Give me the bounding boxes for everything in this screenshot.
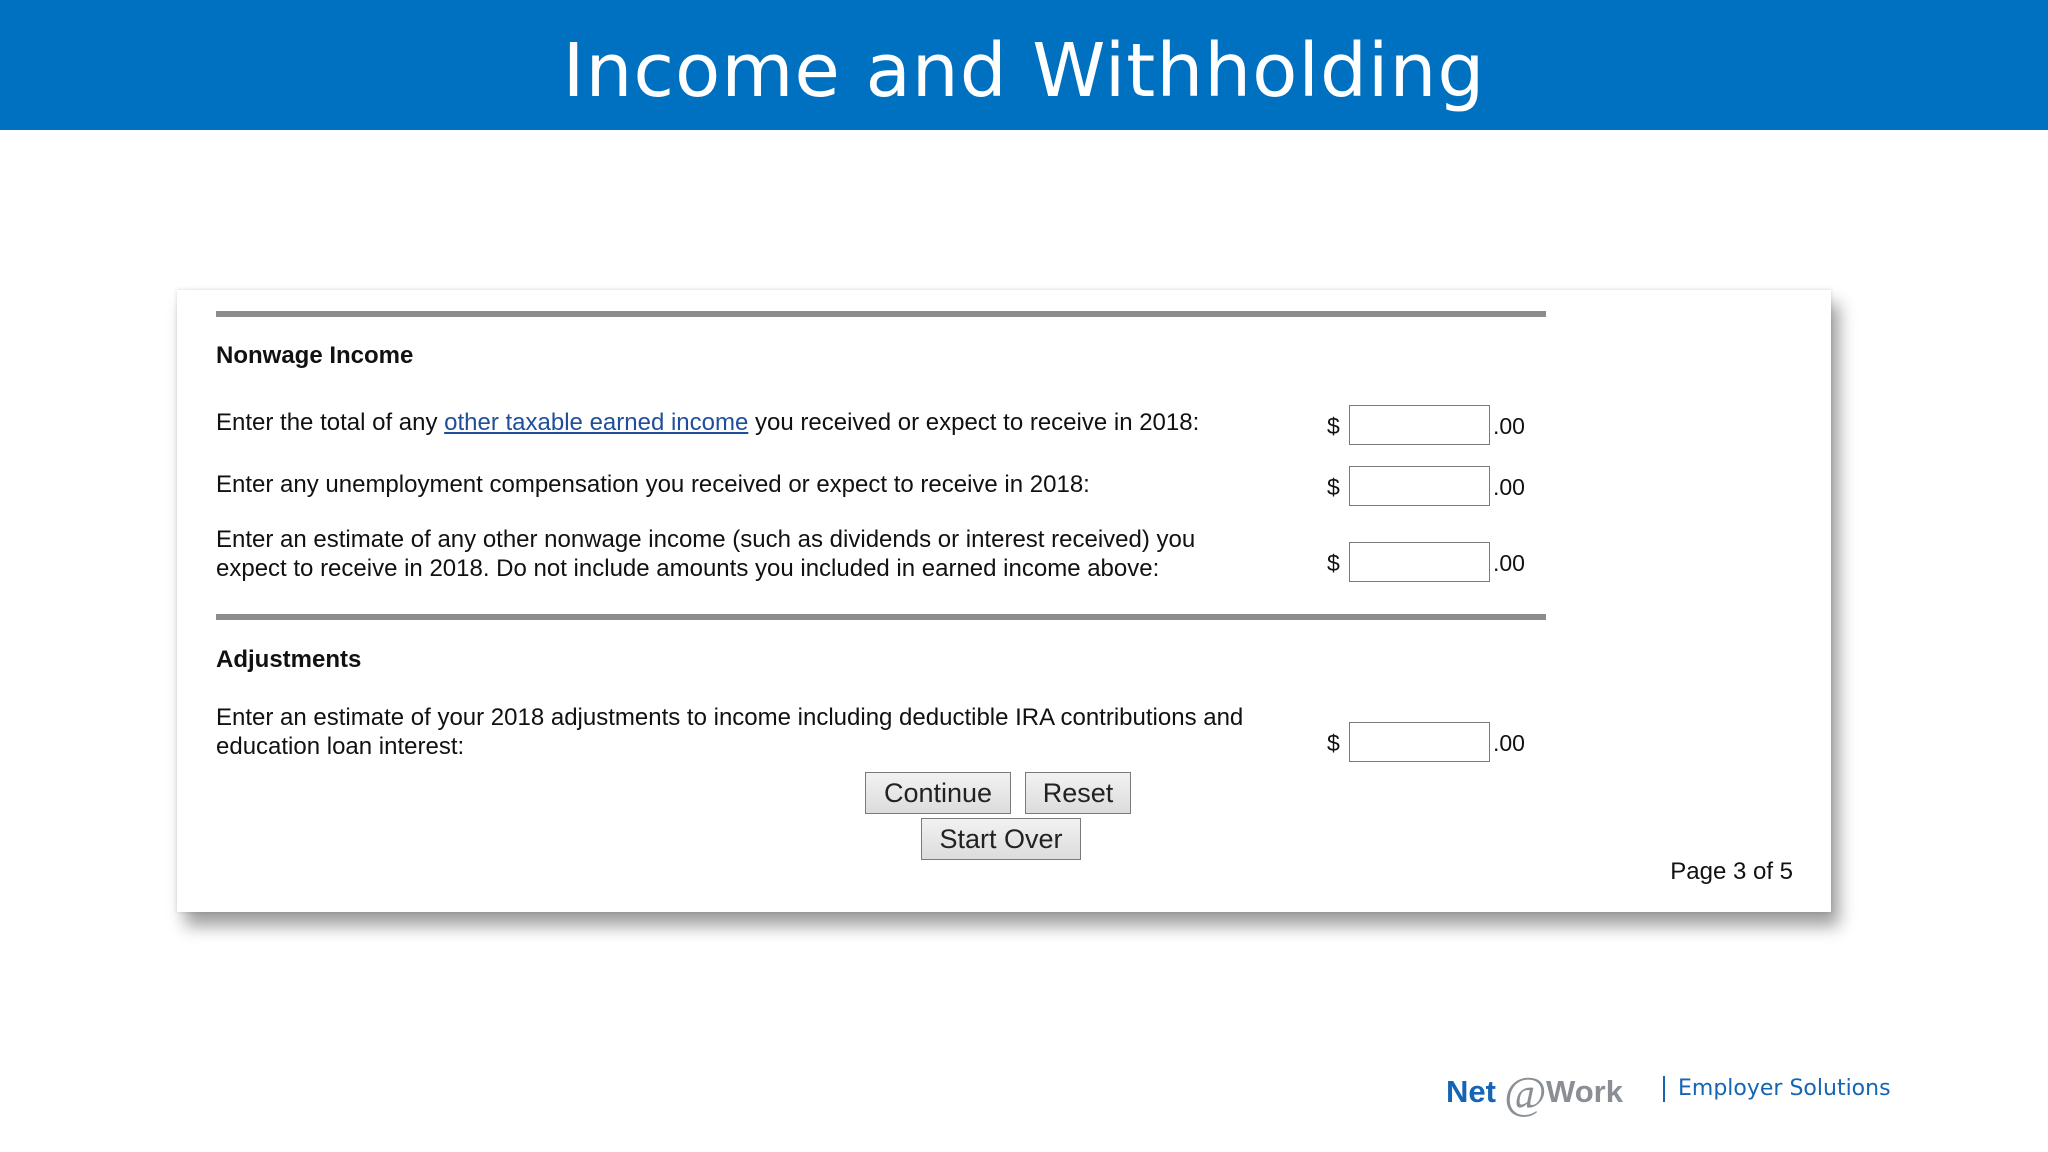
- currency-sign: $: [1327, 413, 1340, 439]
- adjustments-input[interactable]: [1349, 722, 1490, 762]
- cents-suffix: .00: [1493, 730, 1525, 756]
- currency-sign: $: [1327, 474, 1340, 500]
- earned-income-input[interactable]: [1349, 405, 1490, 445]
- continue-button[interactable]: Continue: [865, 772, 1011, 814]
- svg-text:Net: Net: [1446, 1074, 1496, 1109]
- page-indicator: Page 3 of 5: [1670, 858, 1793, 885]
- unemployment-compensation-input[interactable]: [1349, 466, 1490, 506]
- title-banner: [0, 0, 2048, 130]
- cents-suffix: .00: [1493, 550, 1525, 576]
- reset-button[interactable]: Reset: [1025, 772, 1131, 814]
- adjustments-label: Enter an estimate of your 2018 adjustments to income including deductible IRA contributions and education loan interest:: [216, 704, 1244, 760]
- cents-suffix: .00: [1493, 474, 1525, 500]
- unemployment-compensation-label: Enter any unemployment compensation you received or expect to receive in 2018:: [216, 471, 1090, 498]
- earned-income-label: Enter the total of any other taxable earned income you received or expect to receive in 2018:: [216, 409, 1200, 436]
- footer-tagline: Employer Solutions: [1678, 1076, 1891, 1101]
- section-divider: [216, 614, 1546, 620]
- netatwork-logo: [1446, 1068, 1636, 1118]
- currency-sign: $: [1327, 550, 1340, 576]
- cents-suffix: .00: [1493, 413, 1525, 439]
- svg-text:@: @: [1504, 1068, 1547, 1118]
- adjustments-heading: Adjustments: [216, 646, 362, 673]
- nonwage-income-heading: Nonwage Income: [216, 342, 414, 369]
- slide-title: Income and Withholding: [562, 28, 1486, 114]
- currency-sign: $: [1327, 730, 1340, 756]
- section-divider: [216, 311, 1546, 317]
- footer-divider: [1663, 1076, 1665, 1102]
- other-taxable-earned-income-link[interactable]: other taxable earned income: [444, 409, 749, 436]
- other-nonwage-income-label: Enter an estimate of any other nonwage income (such as dividends or interest received) you expect to receive in 2018. Do not include amounts you included in earned income above:: [216, 526, 1196, 582]
- svg-text:Work: Work: [1546, 1074, 1623, 1109]
- other-nonwage-income-input[interactable]: [1349, 542, 1490, 582]
- start-over-button[interactable]: Start Over: [921, 818, 1081, 860]
- form-screenshot-panel: [177, 290, 1831, 912]
